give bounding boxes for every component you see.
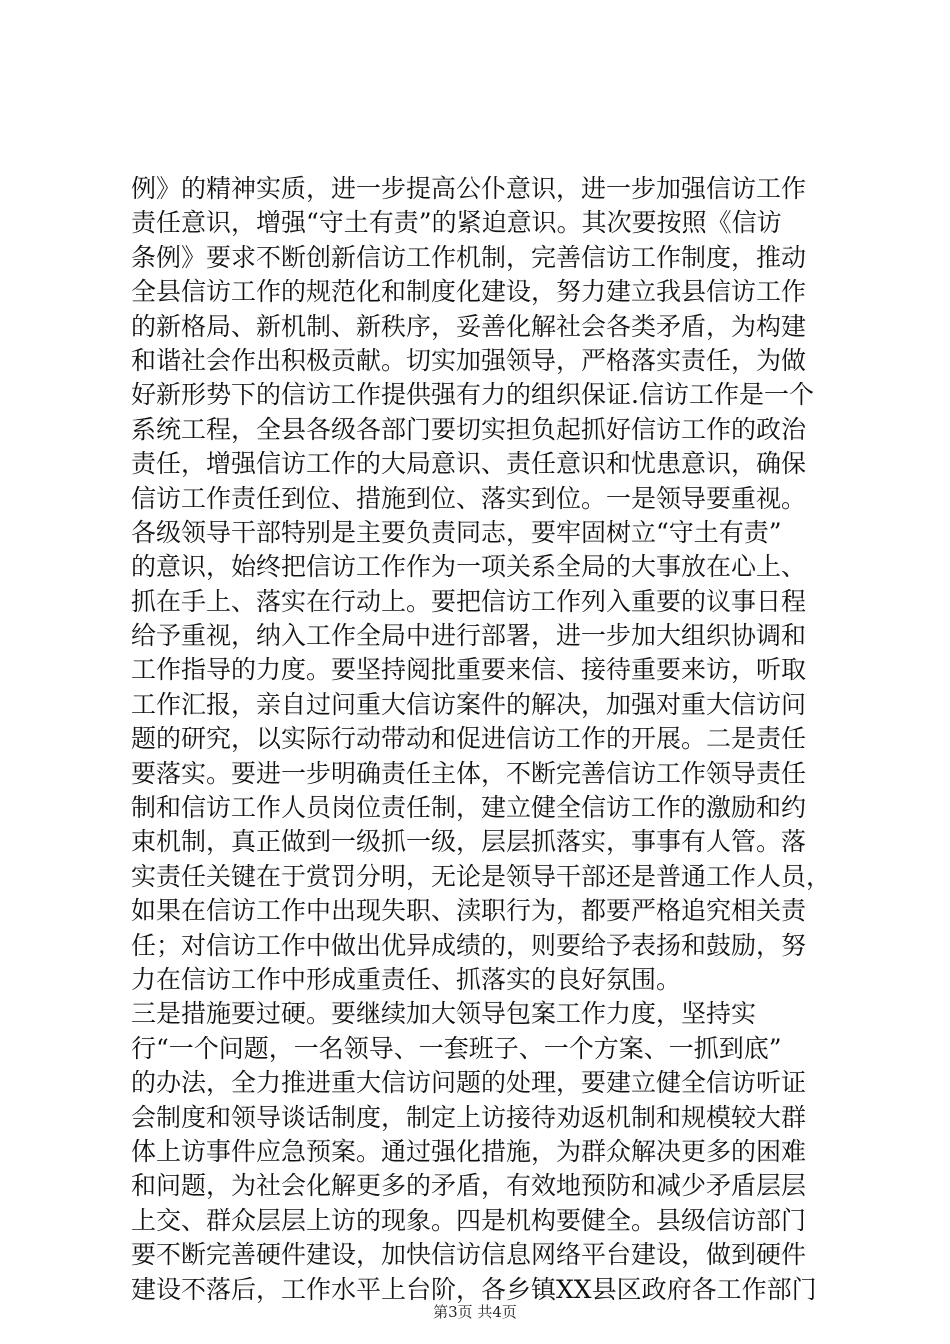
body-line: 信访工作责任到位、措施到位、落实到位。一是领导要重视。 bbox=[131, 483, 807, 513]
page-number-footer: 第3页 共4页 bbox=[433, 1303, 517, 1321]
body-line: 上交、群众层层上访的现象。四是机构要健全。县级信访部门 bbox=[131, 1205, 807, 1235]
body-line: 任；对信访工作中做出优异成绩的，则要给予表扬和鼓励，努 bbox=[131, 930, 807, 960]
body-line: 给予重视，纳入工作全局中进行部署，进一步加大组织协调和 bbox=[131, 621, 807, 651]
body-line: 三是措施要过硬。要继续加大领导包案工作力度，坚持实 bbox=[131, 999, 757, 1029]
body-line: 要不断完善硬件建设，加快信访信息网络平台建设，做到硬件 bbox=[131, 1240, 807, 1270]
body-line: 会制度和领导谈话制度，制定上访接待劝返机制和规模较大群 bbox=[131, 1102, 807, 1132]
body-line: 系统工程，全县各级各部门要切实担负起抓好信访工作的政治 bbox=[131, 414, 807, 444]
body-line: 建设不落后，工作水平上台阶，各乡镇XX县区政府各工作部门 bbox=[131, 1274, 817, 1304]
body-line: 行“一个问题，一名领导、一套班子、一个方案、一抓到底” bbox=[131, 1033, 782, 1063]
body-line: 责任，增强信访工作的大局意识、责任意识和忧患意识，确保 bbox=[131, 449, 807, 479]
body-line: 题的研究，以实际行动带动和促进信访工作的开展。二是责任 bbox=[131, 724, 807, 754]
body-line: 的办法，全力推进重大信访问题的处理，要建立健全信访听证 bbox=[131, 1068, 807, 1098]
document-body bbox=[131, 172, 831, 1307]
body-line: 的新格局、新机制、新秩序，妥善化解社会各类矛盾，为构建 bbox=[131, 311, 807, 341]
body-line: 工作指导的力度。要坚持阅批重要来信、接待重要来访，听取 bbox=[131, 655, 807, 685]
body-line: 实责任关键在于赏罚分明，无论是领导干部还是普通工作人员， bbox=[131, 861, 832, 891]
body-line: 体上访事件应急预案。通过强化措施，为群众解决更多的困难 bbox=[131, 1136, 807, 1166]
body-line: 好新形势下的信访工作提供强有力的组织保证.信访工作是一个 bbox=[131, 380, 814, 410]
body-line: 工作汇报，亲自过问重大信访案件的解决，加强对重大信访问 bbox=[131, 689, 807, 719]
body-line: 如果在信访工作中出现失职、渎职行为，都要严格追究相关责 bbox=[131, 896, 807, 926]
body-line: 条例》要求不断创新信访工作机制，完善信访工作制度，推动 bbox=[131, 242, 807, 272]
body-line: 制和信访工作人员岗位责任制，建立健全信访工作的激励和约 bbox=[131, 793, 807, 823]
body-line: 全县信访工作的规范化和制度化建设，努力建立我县信访工作 bbox=[131, 277, 807, 307]
body-line: 力在信访工作中形成重责任、抓落实的良好氛围。 bbox=[131, 964, 682, 994]
body-line: 抓在手上、落实在行动上。要把信访工作列入重要的议事日程 bbox=[131, 586, 807, 616]
body-line: 和谐社会作出积极贡献。切实加强领导，严格落实责任，为做 bbox=[131, 345, 807, 375]
body-line: 各级领导干部特别是主要负责同志，要牢固树立“守土有责” bbox=[131, 517, 782, 547]
body-line: 例》的精神实质，进一步提高公仆意识，进一步加强信访工作 bbox=[131, 174, 807, 203]
body-line: 束机制，真正做到一级抓一级，层层抓落实，事事有人管。落 bbox=[131, 827, 807, 857]
body-line: 责任意识，增强“守土有责”的紧迫意识。其次要按照《信访 bbox=[131, 208, 782, 238]
body-line: 和问题，为社会化解更多的矛盾，有效地预防和减少矛盾层层 bbox=[131, 1171, 807, 1201]
body-line: 要落实。要进一步明确责任主体，不断完善信访工作领导责任 bbox=[131, 758, 807, 788]
body-line: 的意识，始终把信访工作作为一项关系全局的大事放在心上、 bbox=[131, 552, 807, 582]
